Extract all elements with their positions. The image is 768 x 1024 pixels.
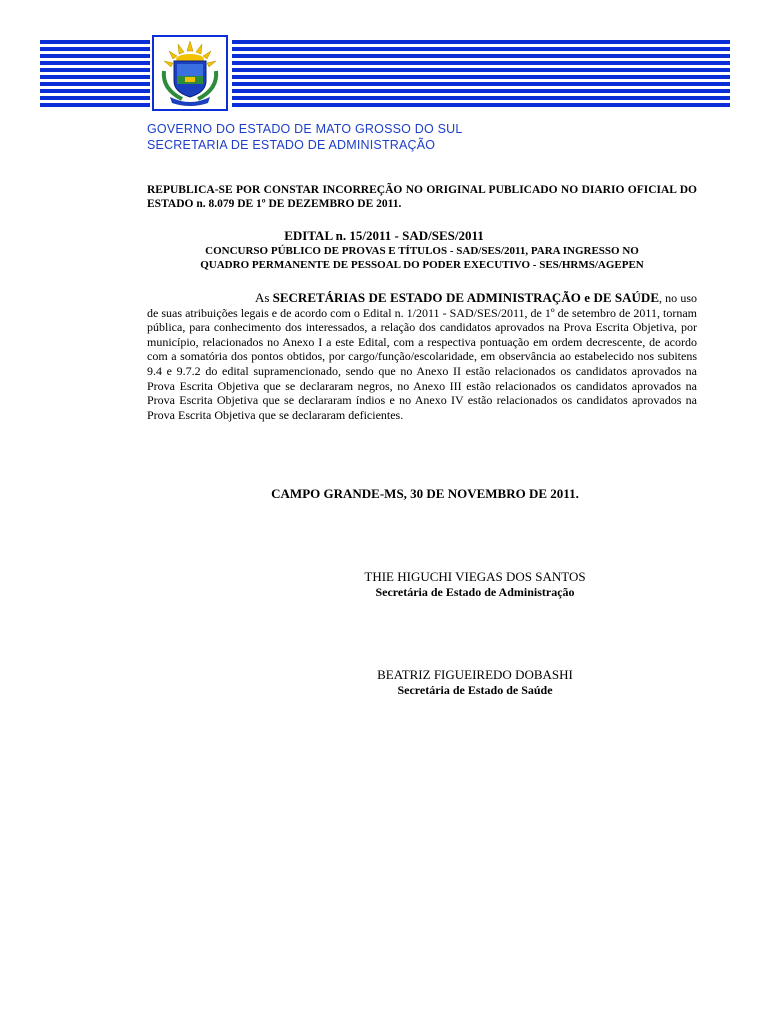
secretariat-name: SECRETARIA DE ESTADO DE ADMINISTRAÇÃO: [147, 138, 436, 152]
body-lead: As: [255, 290, 270, 305]
header-stripes-right: [232, 40, 730, 110]
edital-body: [147, 291, 697, 422]
state-coat-of-arms-icon: [152, 35, 228, 111]
edital-subtitle: [147, 244, 697, 272]
signatory-role: Secretária de Estado de Administração: [375, 585, 575, 599]
header-stripes-left: [40, 40, 150, 110]
body-lead-bold: SECRETÁRIAS DE ESTADO DE ADMINISTRAÇÃO e DE SAÚDE: [272, 290, 659, 305]
signatory-name: THIE HIGUCHI VIEGAS DOS SANTOS: [364, 569, 586, 584]
place-date: CAMPO GRANDE-MS, 30 DE NOVEMBRO DE 2011.: [271, 486, 579, 501]
edital-subtitle-line1: CONCURSO PÚBLICO DE PROVAS E TÍTULOS - SAD/SES/2011, PARA INGRESSO NO: [205, 245, 639, 257]
issuer-header: [147, 121, 462, 153]
republication-notice: REPUBLICA-SE POR CONSTAR INCORREÇÃO NO ORIGINAL PUBLICADO NO DIARIO OFICIAL DO ESTADO n. 8.079 DE 1º DE DEZEMBRO DE 2011.: [147, 184, 697, 210]
body-text: , no uso de suas atribuições legais e de acordo com o Edital n. 1/2011 - SAD/SES/2011, de 1º de setembro de 2011, tornam pública, para conhecimento dos interessados, a relação dos candidatos aprovados na Prova Escrita Objetiva, por município, relacionados no Anexo I a este Edital, com a respectiva pontuação em ordem decrescente, de acordo com a somatória dos pontos obtidos, por cargo/função/escolaridade, em observância ao estabelecido nos subitens 9.4 e 9.7.2 do edital supramencionado, sendo que no Anexo II estão relacionados os candidatos aprovados na Prova Escrita Objetiva que se declararam negros, no Anexo III estão relacionados os candidatos aprovados na Prova Escrita Objetiva que se declararam índios e no Anexo IV estão relacionados os candidatos aprovados na Prova Escrita Objetiva que se declararam deficientes.: [147, 291, 698, 422]
signature-block: [285, 569, 665, 600]
signatory-role: Secretária de Estado de Saúde: [397, 683, 553, 697]
government-name: GOVERNO DO ESTADO DE MATO GROSSO DO SUL: [147, 122, 463, 136]
signatory-name: BEATRIZ FIGUEIREDO DOBASHI: [377, 667, 573, 682]
edital-title: EDITAL n. 15/2011 - SAD/SES/2011: [284, 228, 484, 243]
signature-block: [285, 667, 665, 698]
edital-subtitle-line2: QUADRO PERMANENTE DE PESSOAL DO PODER EXECUTIVO - SES/HRMS/AGEPEN: [200, 259, 644, 271]
